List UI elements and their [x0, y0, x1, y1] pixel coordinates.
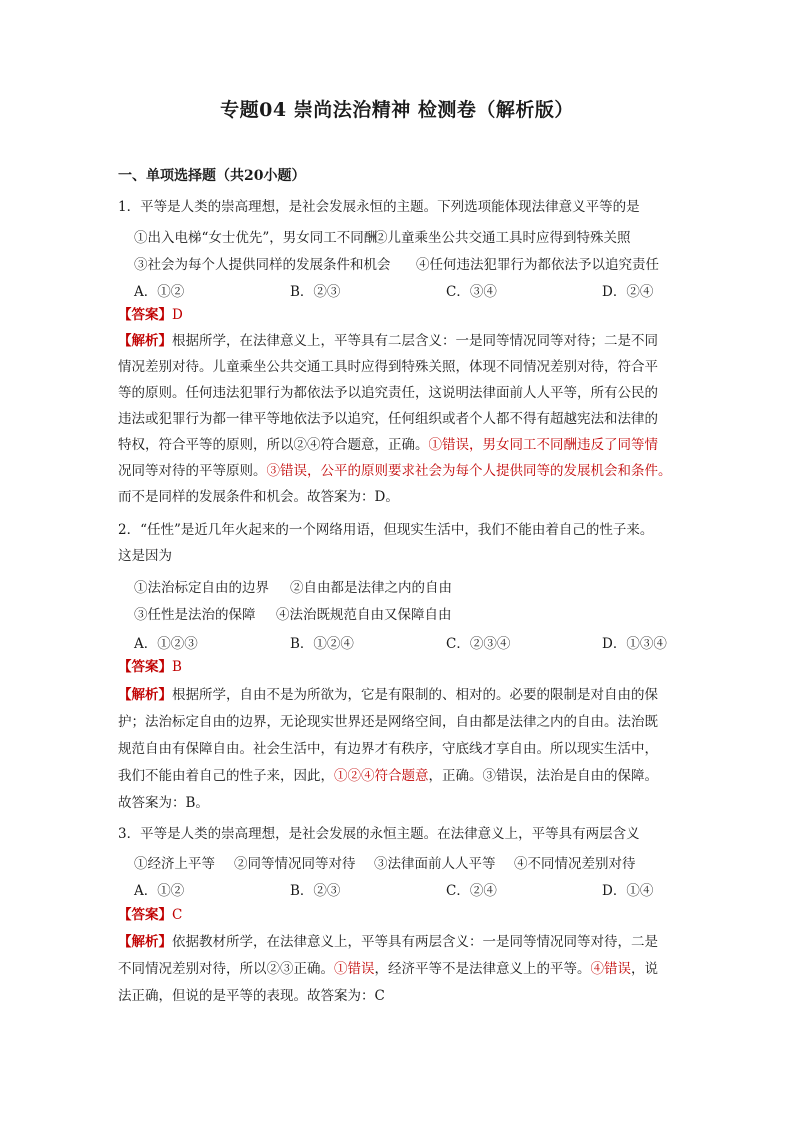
- q1-item-2: ②儿童乘坐公共交通工具时应得到特殊关照: [374, 230, 631, 246]
- q3-analysis-text: ，经济平等不是法律意义上的平等。: [374, 961, 591, 977]
- q3-analysis-text: 不同情况差别对待，所以②③正确。: [118, 961, 334, 977]
- q1-analysis-text: 根据所学，在法律意义上，平等具有二层含义：一是同等情况同等对待；二是不同: [172, 333, 658, 349]
- q1-analysis-highlight: ③错误，公平的原则要求社会为每个人提供同等的发展机会和条件。: [266, 463, 672, 479]
- q1-analysis-text: 特权，符合平等的原则，所以②④符合题意，正确。: [118, 437, 429, 453]
- q3-choice-b: B．②③: [290, 883, 341, 899]
- q2-choice-c: C．②③④: [446, 636, 511, 652]
- q1-analysis-line: [118, 332, 678, 350]
- question-3-stem: 3．平等是人类的崇高理想，是社会发展的永恒主题。在法律意义上，平等具有两层含义: [118, 826, 640, 842]
- q2-answer-value: B: [172, 659, 182, 675]
- q2-analysis-text: 根据所学，自由不是为所欲为，它是有限制的、相对的。必要的限制是对自由的保: [172, 687, 658, 703]
- section-heading: 一、单项选择题（共20小题）: [118, 168, 306, 184]
- q3-analysis-text: ，说: [631, 961, 658, 977]
- q2-answer: [118, 658, 678, 676]
- page-title: 专题04 崇尚法治精神 检测卷（解析版）: [220, 99, 574, 121]
- q3-analysis-highlight: ①错误: [334, 961, 375, 977]
- analysis-tag: 【解析】: [118, 934, 172, 950]
- q3-analysis-highlight: ④错误: [590, 961, 631, 977]
- answer-tag: 【答案】: [118, 307, 172, 323]
- q1-choice-a: A．①②: [134, 284, 185, 300]
- q1-choice-b: B．②③: [290, 284, 341, 300]
- question-2-stem: 2．“任性”是近几年火起来的一个网络用语，但现实生活中，我们不能由着自己的性子来。: [118, 522, 654, 538]
- q3-answer: [118, 906, 678, 924]
- q1-analysis-line: [118, 462, 678, 480]
- q1-answer-value: D: [172, 307, 183, 323]
- q3-item-3: ③法律面前人人平等: [374, 856, 496, 872]
- q1-item-1: ①出入电梯“女士优先”，男女同工不同酬: [134, 230, 378, 246]
- q2-item-3: ③任性是法治的保障: [134, 607, 256, 623]
- q3-choice-a: A．①②: [134, 883, 185, 899]
- q2-analysis-highlight: ①②④符合题意: [334, 768, 429, 784]
- q2-analysis-line: 护；法治标定自由的边界，无论现实世界还是网络空间，自由都是法律之内的自由。法治既: [118, 714, 658, 730]
- q1-item-3: ③社会为每个人提供同样的发展条件和机会: [134, 257, 391, 273]
- q2-analysis-line: 故答案为：B。: [118, 795, 209, 811]
- q1-item-4: ④任何违法犯罪行为都依法予以追究责任: [416, 257, 659, 273]
- analysis-tag: 【解析】: [118, 333, 172, 349]
- q3-item-4: ④不同情况差别对待: [514, 856, 636, 872]
- q1-analysis-text: 况同等对待的平等原则。: [118, 463, 267, 479]
- q1-analysis-line: 情况差别对待。儿童乘坐公共交通工具时应得到特殊关照，体现不同情况差别对待，符合平: [118, 359, 658, 375]
- q2-analysis-text: 我们不能由着自己的性子来，因此，: [118, 768, 334, 784]
- q2-choice-b: B．①②④: [290, 636, 354, 652]
- question-1-stem: 1．平等是人类的崇高理想，是社会发展永恒的主题。下列选项能体现法律意义平等的是: [118, 199, 640, 215]
- q1-choice-c: C．③④: [446, 284, 497, 300]
- q3-item-2: ②同等情况同等对待: [234, 856, 356, 872]
- q3-analysis-line: [118, 933, 678, 951]
- q3-choice-c: C．②④: [446, 883, 497, 899]
- q2-choice-a: A．①②③: [134, 636, 198, 652]
- q3-analysis-line: 法正确，但说的是平等的表现。故答案为：C: [118, 988, 385, 1004]
- q2-item-4: ④法治既规范自由又保障自由: [276, 607, 452, 623]
- q2-analysis-line: 规范自由有保障自由。社会生活中，有边界才有秩序，守底线才享自由。所以现实生活中，: [118, 741, 658, 757]
- q3-item-1: ①经济上平等: [134, 856, 215, 872]
- q1-analysis-line: [118, 436, 678, 454]
- q1-analysis-line: 等的原则。任何违法犯罪行为都依法予以追究责任，这说明法律面前人人平等，所有公民的: [118, 385, 658, 401]
- q3-answer-value: C: [172, 907, 183, 923]
- q1-choice-d: D．②④: [602, 284, 654, 300]
- q2-item-2: ②自由都是法律之内的自由: [290, 580, 452, 596]
- q2-analysis-text: ，正确。③错误，法治是自由的保障。: [428, 768, 658, 784]
- question-2-stem-cont: 这是因为: [118, 548, 172, 564]
- answer-tag: 【答案】: [118, 659, 172, 675]
- q2-analysis-line: [118, 767, 678, 785]
- answer-tag: 【答案】: [118, 907, 172, 923]
- q3-analysis-text: 依据教材所学，在法律意义上，平等具有两层含义：一是同等情况同等对待，二是: [172, 934, 658, 950]
- q1-answer: [118, 306, 678, 324]
- q2-choice-d: D．①③④: [602, 636, 667, 652]
- q2-item-1: ①法治标定自由的边界: [134, 580, 269, 596]
- q3-analysis-line: [118, 960, 678, 978]
- q3-choice-d: D．①④: [602, 883, 654, 899]
- q2-analysis-line: [118, 686, 678, 704]
- q1-analysis-highlight: ①错误，男女同工不同酬违反了同等情: [428, 437, 658, 453]
- q1-analysis-line: 违法或犯罪行为都一律平等地依法予以追究，任何组织或者个人都不得有超越宪法和法律的: [118, 411, 658, 427]
- q1-analysis-line: 而不是同样的发展条件和机会。故答案为：D。: [118, 489, 399, 505]
- analysis-tag: 【解析】: [118, 687, 172, 703]
